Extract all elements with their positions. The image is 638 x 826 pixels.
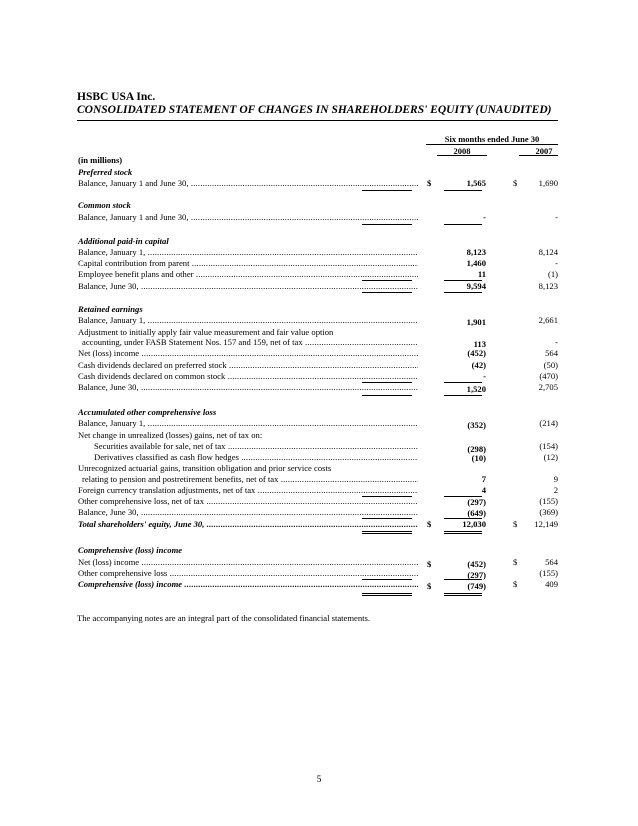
- section-heading: Accumulated other comprehensive loss: [78, 407, 217, 417]
- double-underline: [362, 595, 412, 596]
- double-underline: [362, 593, 412, 594]
- currency-symbol: $: [427, 519, 432, 529]
- year-2007-rule: [519, 155, 558, 156]
- year-2008-rule: [437, 155, 487, 156]
- row-label: Capital contribution from parent .....: [78, 258, 418, 269]
- underline: [362, 224, 412, 225]
- row-label: Balance, January 1 and June 30, .....: [78, 212, 418, 223]
- row-label: Balance, January 1, .....: [78, 315, 418, 326]
- value-2008: (42): [471, 360, 486, 370]
- value-2008: 9,594: [466, 281, 486, 291]
- value-2008: -: [483, 371, 486, 381]
- statement-title: CONSOLIDATED STATEMENT OF CHANGES IN SHAREHOLDERS' EQUITY (UNAUDITED): [77, 104, 552, 116]
- row-label: Balance, January 1, .....: [78, 418, 418, 429]
- period-rule: [426, 144, 558, 145]
- row-label: Balance, January 1 and June 30, .....: [78, 178, 418, 189]
- company-name: HSBC USA Inc.: [77, 91, 156, 103]
- row-label: Balance, June 30, .....: [78, 281, 418, 292]
- underline: [444, 382, 482, 383]
- value-2007: 2: [553, 485, 558, 495]
- value-2007: 8,124: [538, 247, 558, 257]
- underline: [444, 395, 482, 396]
- row-label: Net change in unrealized (losses) gains, net of tax on:: [78, 430, 263, 440]
- value-2007: (214): [539, 418, 558, 428]
- value-2007: (369): [539, 507, 558, 517]
- value-2007: -: [555, 258, 558, 268]
- row-label: Derivatives classified as cash flow hedges .....: [94, 452, 418, 463]
- value-2007: -: [555, 337, 558, 347]
- value-2007: (155): [539, 568, 558, 578]
- value-2008: (10): [471, 453, 486, 463]
- double-underline: [444, 533, 482, 534]
- value-2007: 1,690: [538, 178, 558, 188]
- value-2007: 409: [545, 579, 558, 589]
- double-underline: [444, 531, 482, 532]
- row-label: Net (loss) income .....: [78, 348, 418, 359]
- value-2007: (12): [543, 452, 558, 462]
- value-2008: 4: [481, 485, 486, 495]
- currency-symbol: $: [427, 559, 432, 569]
- value-2007: 2,661: [538, 315, 558, 325]
- section-heading: Preferred stock: [78, 167, 133, 177]
- value-2007: 564: [545, 557, 558, 567]
- page-number: 5: [316, 775, 322, 785]
- units-text: (in millions): [78, 155, 123, 165]
- row-label: Securities available for sale, net of tax .....: [94, 441, 418, 452]
- row-label: accounting, under FASB Statement Nos. 157 and 159, net of tax .....: [82, 337, 418, 348]
- row-label: Adjustment to initially apply fair value measurement and fair value option: [78, 327, 334, 337]
- currency-symbol: $: [513, 557, 518, 567]
- underline: [362, 395, 412, 396]
- value-2007: (470): [539, 371, 558, 381]
- title-rule: [77, 120, 558, 121]
- double-underline: [362, 531, 412, 532]
- value-2008: (297): [467, 497, 486, 507]
- value-2008: 1,460: [466, 258, 486, 268]
- value-2008: (298): [467, 444, 486, 454]
- value-2008: (297): [467, 570, 486, 580]
- value-2008: 1,520: [466, 384, 486, 394]
- row-label: Balance, January 1, .....: [78, 247, 418, 258]
- value-2008: 7: [481, 474, 486, 484]
- row-label: Cash dividends declared on preferred stock .....: [78, 360, 418, 371]
- row-label: Balance, June 30, .....: [78, 507, 418, 518]
- value-2008: 8,123: [466, 247, 486, 257]
- row-label: Total shareholders' equity, June 30, .....: [78, 519, 418, 530]
- row-label: Comprehensive (loss) income .....: [78, 579, 418, 590]
- double-underline: [444, 593, 482, 594]
- year-2008-header: 2008: [453, 146, 471, 156]
- row-label: Cash dividends declared on common stock .....: [78, 371, 418, 382]
- section-heading: Additional paid-in capital: [78, 236, 169, 246]
- footnote: The accompanying notes are an integral part of the consolidated financial statements.: [77, 613, 371, 623]
- value-2008: 1,901: [466, 317, 486, 327]
- value-2008: 12,030: [462, 519, 486, 529]
- value-2008: (749): [467, 581, 486, 591]
- row-label: Foreign currency translation adjustments, net of tax .....: [78, 485, 418, 496]
- value-2008: 1,565: [466, 178, 486, 188]
- value-2007: 8,123: [538, 281, 558, 291]
- section-heading: Comprehensive (loss) income: [78, 545, 183, 555]
- value-2008: (352): [467, 420, 486, 430]
- currency-symbol: $: [427, 178, 432, 188]
- underline: [444, 292, 482, 293]
- value-2008: (452): [467, 348, 486, 358]
- value-2007: (155): [539, 496, 558, 506]
- value-2007: (1): [547, 269, 558, 279]
- year-2007-header: 2007: [535, 146, 553, 156]
- underline: [362, 190, 412, 191]
- value-2007: (50): [543, 360, 558, 370]
- value-2008: 11: [477, 269, 486, 279]
- section-heading: Common stock: [78, 200, 131, 210]
- row-label: Other comprehensive loss .....: [78, 568, 418, 579]
- value-2007: (154): [539, 441, 558, 451]
- section-heading: Retained earnings: [78, 304, 143, 314]
- underline: [444, 224, 482, 225]
- value-2007: 2,705: [538, 382, 558, 392]
- row-label: Other comprehensive loss, net of tax .....: [78, 496, 418, 507]
- value-2008: (649): [467, 508, 486, 518]
- currency-symbol: $: [427, 581, 432, 591]
- value-2007: 12,149: [534, 519, 558, 529]
- row-label: Balance, June 30, .....: [78, 382, 418, 393]
- period-header: Six months ended June 30: [444, 134, 540, 144]
- row-label: Employee benefit plans and other .....: [78, 269, 418, 280]
- value-2008: 113: [473, 339, 486, 349]
- currency-symbol: $: [513, 178, 518, 188]
- row-label: Net (loss) income .....: [78, 557, 418, 568]
- value-2008: (452): [467, 559, 486, 569]
- double-underline: [362, 533, 412, 534]
- double-underline: [444, 595, 482, 596]
- underline: [362, 292, 412, 293]
- row-label: Unrecognized actuarial gains, transition obligation and prior service costs: [78, 463, 332, 473]
- value-2007: -: [555, 212, 558, 222]
- row-label: relating to pension and postretirement benefits, net of tax .....: [82, 474, 418, 485]
- underline: [444, 190, 482, 191]
- currency-symbol: $: [513, 519, 518, 529]
- value-2007: 9: [553, 474, 558, 484]
- value-2007: 564: [545, 348, 558, 358]
- currency-symbol: $: [513, 579, 518, 589]
- underline: [444, 579, 482, 580]
- value-2008: -: [483, 212, 486, 222]
